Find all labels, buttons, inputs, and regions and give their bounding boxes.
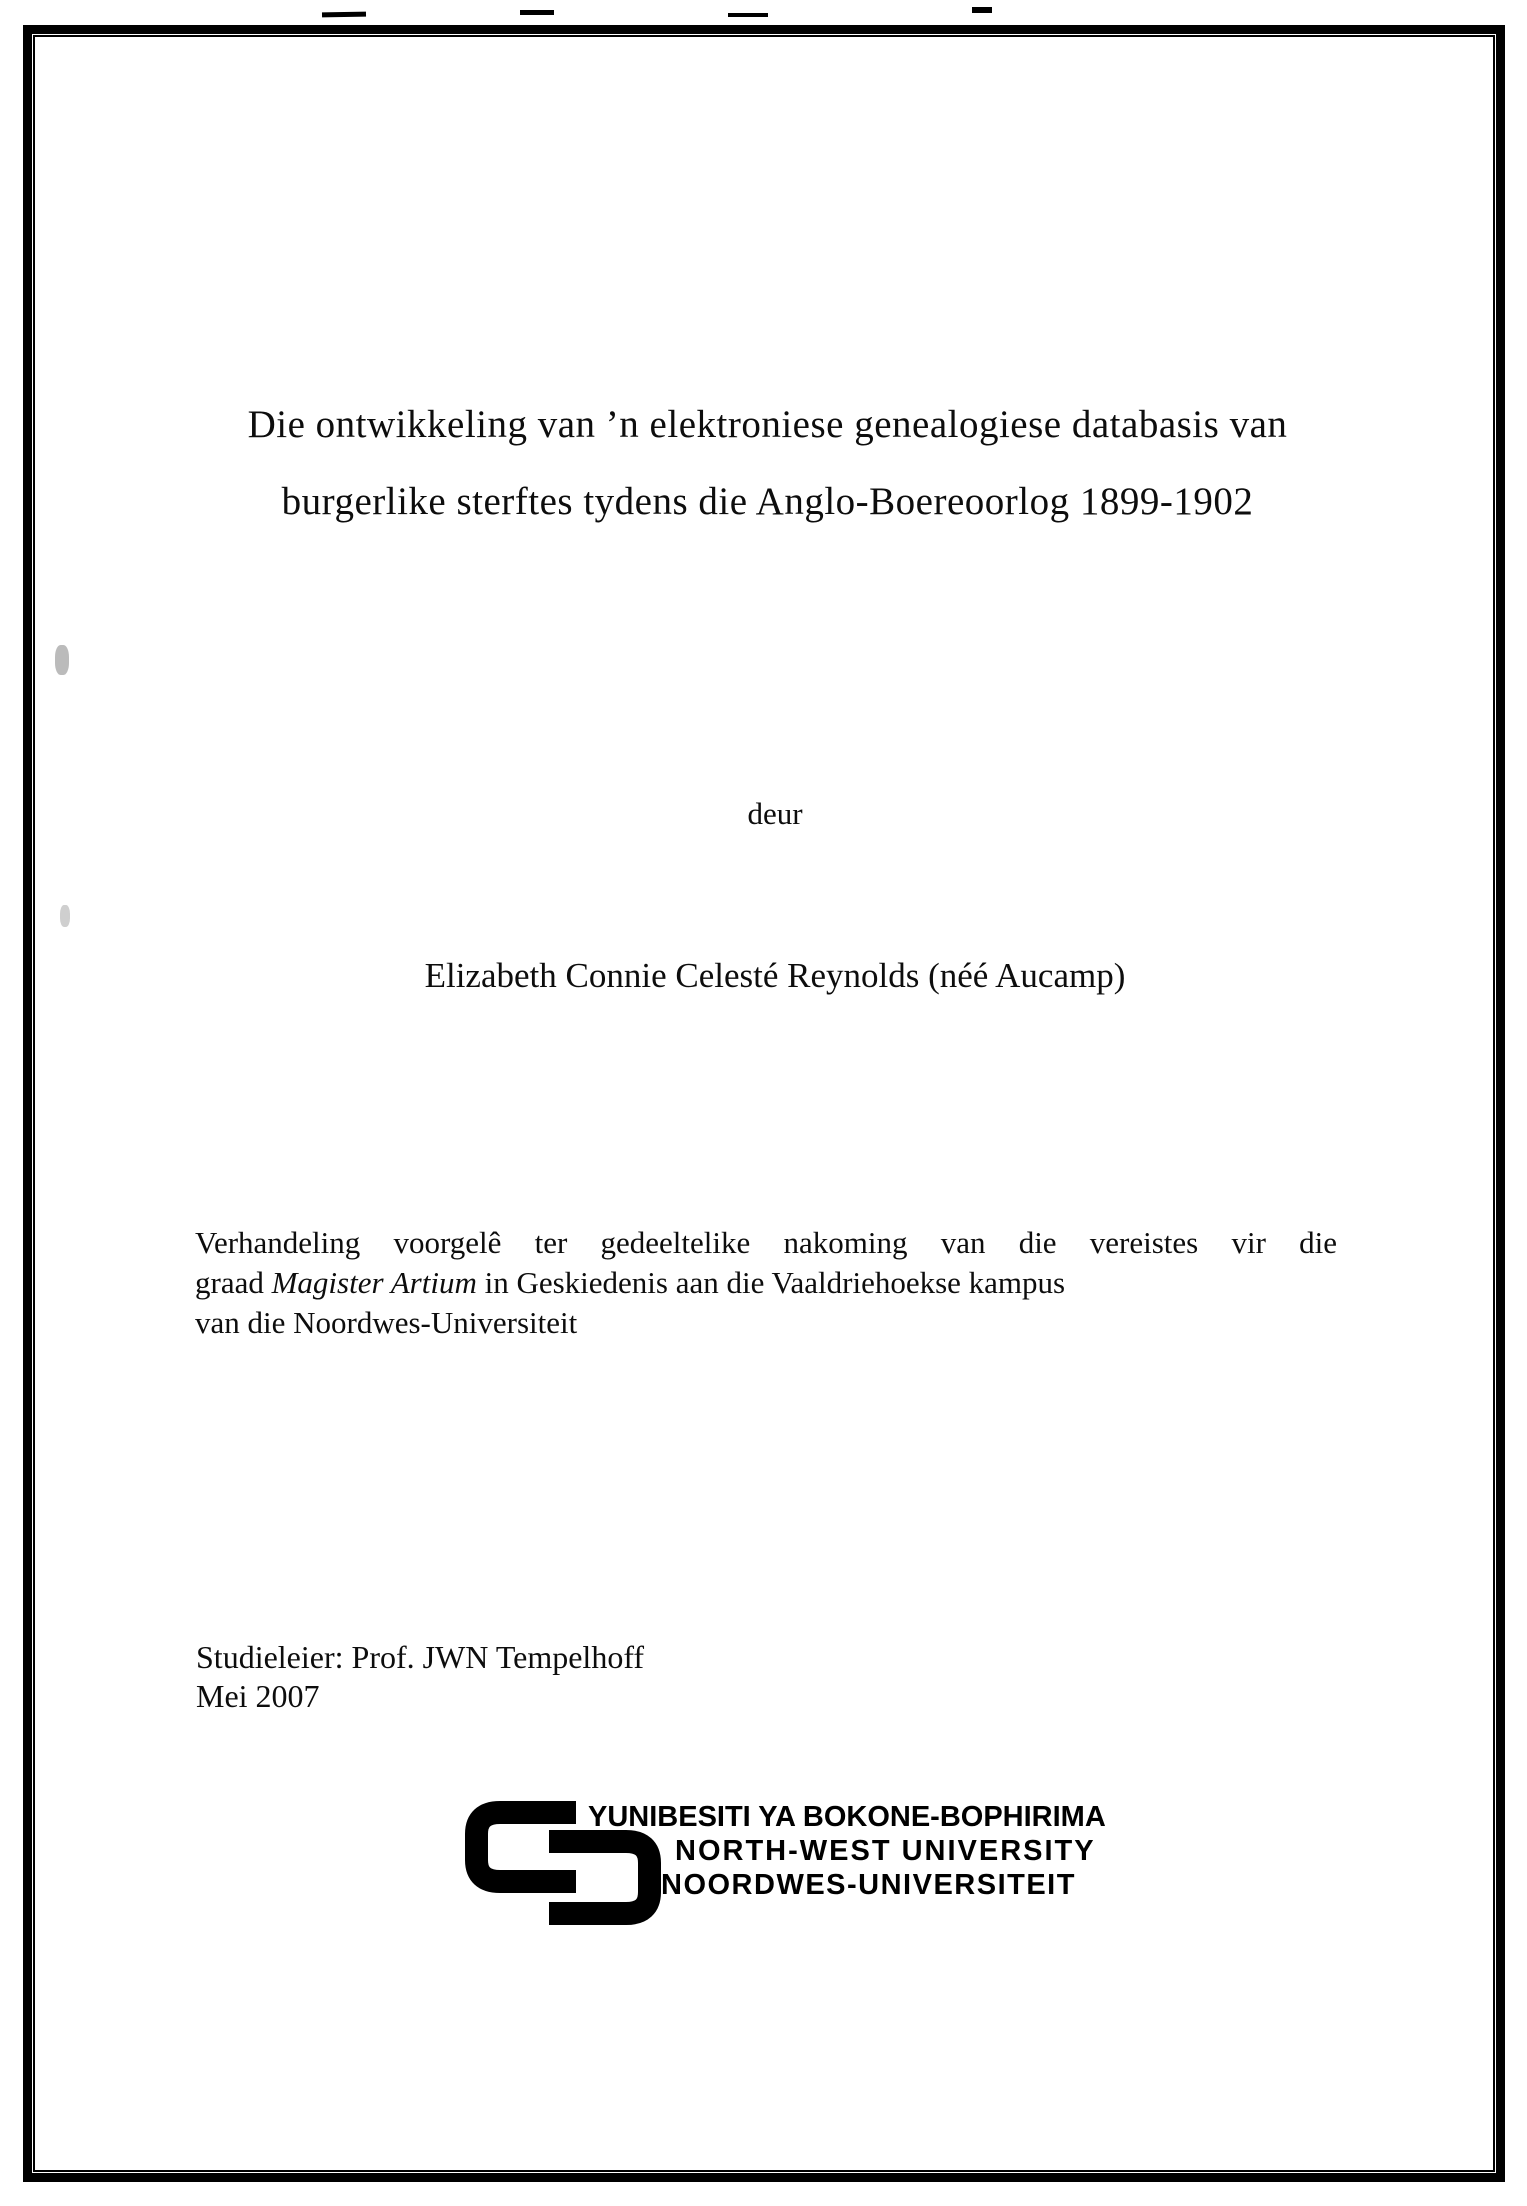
- supervisor-line: Studieleier: Prof. JWN Tempelhoff: [196, 1639, 645, 1675]
- supervisor-block: [196, 1638, 644, 1716]
- declaration-line2-post: in Geskiedenis aan die Vaaldriehoekse kampus: [476, 1265, 1066, 1300]
- degree-declaration: [195, 1223, 1337, 1343]
- author-name: Elizabeth Connie Celesté Reynolds (néé Aucamp): [424, 956, 1126, 995]
- scan-artifact: [60, 905, 70, 927]
- degree-name-italic: Magister Artium: [271, 1265, 477, 1300]
- scan-artifact: [728, 13, 768, 17]
- byline-label: deur: [747, 796, 803, 831]
- date-line: Mei 2007: [196, 1678, 320, 1714]
- declaration-line2: [195, 1263, 1337, 1303]
- scan-artifact: [55, 645, 69, 675]
- scan-artifact: [520, 10, 554, 15]
- thesis-title: [0, 386, 1527, 540]
- declaration-line3: van die Noordwes-Universiteit: [195, 1305, 578, 1340]
- thesis-title-line2: burgerlike sterftes tydens die Anglo-Boereoorlog 1899-1902: [281, 480, 1254, 523]
- university-logo: [464, 1798, 1104, 1938]
- thesis-title-line1: Die ontwikkeling van ’n elektroniese genealogiese databasis van: [247, 403, 1288, 446]
- declaration-line1: Verhandeling voorgelê ter gedeeltelike nakoming van die vereistes vir die: [195, 1225, 1337, 1260]
- university-logo-text: [588, 1800, 1106, 1902]
- scan-artifact: [972, 7, 992, 13]
- logo-text-setswana: YUNIBESITI YA BOKONE-BOPHIRIMA: [588, 1801, 1106, 1833]
- declaration-line2-pre: graad: [195, 1265, 272, 1300]
- logo-text-afrikaans: NOORDWES-UNIVERSITEIT: [661, 1869, 1076, 1901]
- scan-artifact: [322, 12, 366, 18]
- logo-text-english: NORTH-WEST UNIVERSITY: [675, 1835, 1096, 1867]
